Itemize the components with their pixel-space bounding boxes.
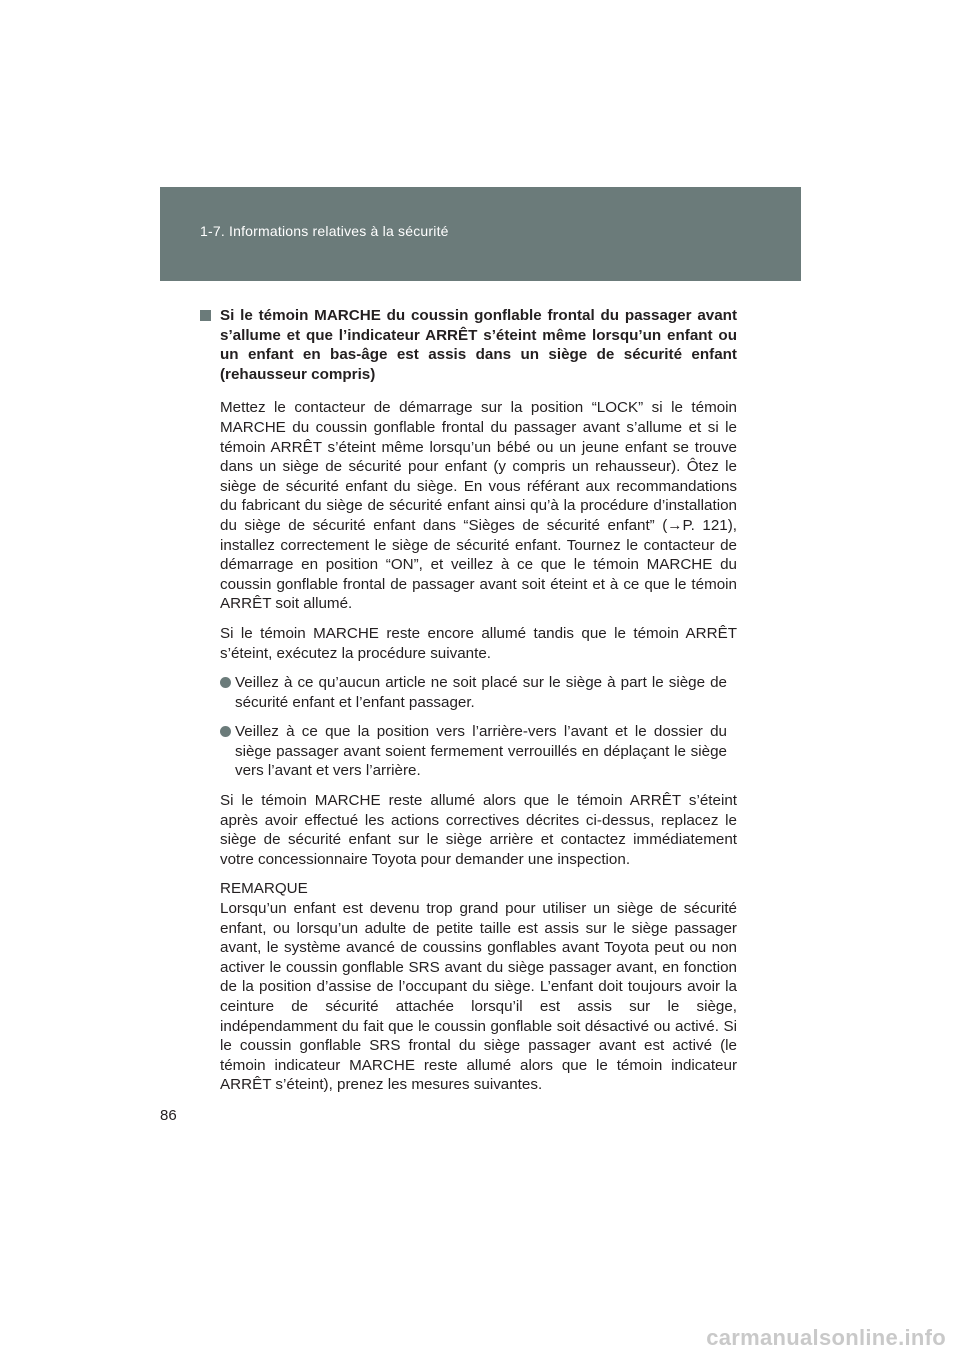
watermark: carmanualsonline.info [706, 1325, 946, 1350]
note-text: Lorsqu’un enfant est devenu trop grand pour utiliser un siège de sécurité enfant, ou lorsqu’un adulte de petite taille est assis sur le siège passager avant, le système avancé de coussins gonflables avant Toyota peut ou non activer le coussin gonflable SRS avant du siège passager avant, en fonction de la position d’assise de l’occupant du siège. L’enfant doit toujours avoir la ceinture de sécurité attachée lorsqu’il est assis sur le siège, indépendamment du fait que le coussin gonflable soit désactivé ou activé. Si le coussin gonflable SRS frontal du siège passager avant est activé (le témoin indicateur MARCHE reste allumé alors que le témoin indicateur ARRÊT s’éteint), prenez les mesures suivantes. [220, 900, 737, 1094]
paragraph-2: Si le témoin MARCHE reste encore allumé tandis que le témoin ARRÊT s’éteint, exécutez la procédure suivante. [220, 624, 737, 662]
section-heading-text: Si le témoin MARCHE du coussin gonflable frontal du passager avant s’allume et que l’indicateur ARRÊT s’éteint même lorsqu’un enfant ou un enfant en bas-âge est assis dans un siège de sécurité enfant (rehausseur compris) [220, 307, 737, 383]
list-item-text: Veillez à ce qu’aucun article ne soit placé sur le siège à part le siège de sécurité enfant et l’enfant passager. [235, 674, 727, 711]
paragraph-1-text-end: ), installez correctement le siège de sécurité enfant. Tournez le contacteur de démarrage en position “ON”, et veillez à ce que le témoin MARCHE du coussin gonflable frontal de passager avant soit éteint et à ce que le témoin ARRÊT soit allumé. [220, 516, 737, 613]
paragraph-1-text-start: Mettez le contacteur de démarrage sur la position “LOCK” si le témoin MARCHE du coussin gonflable frontal du passager avant s’allume et si le témoin ARRÊT s’éteint même lorsqu’un bébé ou un jeune enfant se trouve dans un siège de sécurité pour enfant (y compris un rehausseur). Ôtez le siège de sécurité enfant du siège. En vous référant aux recommandations du fabricant du siège de sécurité enfant ainsi qu’à la procédure d’installation du siège de sécurité enfant dans “Sièges de sécurité enfant” ( [220, 399, 737, 534]
page-content [200, 306, 737, 1095]
circle-bullet-icon [220, 726, 231, 737]
section-header-band [160, 187, 801, 281]
paragraph-1 [220, 398, 737, 614]
page-reference-link[interactable]: →P. 121 [667, 516, 728, 534]
circle-bullet-icon [220, 677, 231, 688]
section-title: 1-7. Informations relatives à la sécurité [200, 223, 449, 239]
paragraph-3: Si le témoin MARCHE reste allumé alors que le témoin ARRÊT s’éteint après avoir effectué les actions correctives décrites ci-dessus, replacez le siège de sécurité enfant sur le siège arrière et contactez immédiatement votre concessionnaire Toyota pour demander une inspection. [220, 792, 737, 868]
list-item [220, 722, 737, 781]
list-item-text: Veillez à ce que la position vers l’arrière-vers l’avant et le dossier du siège passager avant soient fermement verrouillés en déplaçant le siège vers l’avant et vers l’arrière. [235, 723, 727, 780]
note-label: REMARQUE [220, 880, 308, 898]
page-number: 86 [160, 1107, 177, 1124]
section-heading [200, 306, 737, 384]
list-item [220, 673, 737, 712]
square-bullet-icon [200, 310, 211, 321]
